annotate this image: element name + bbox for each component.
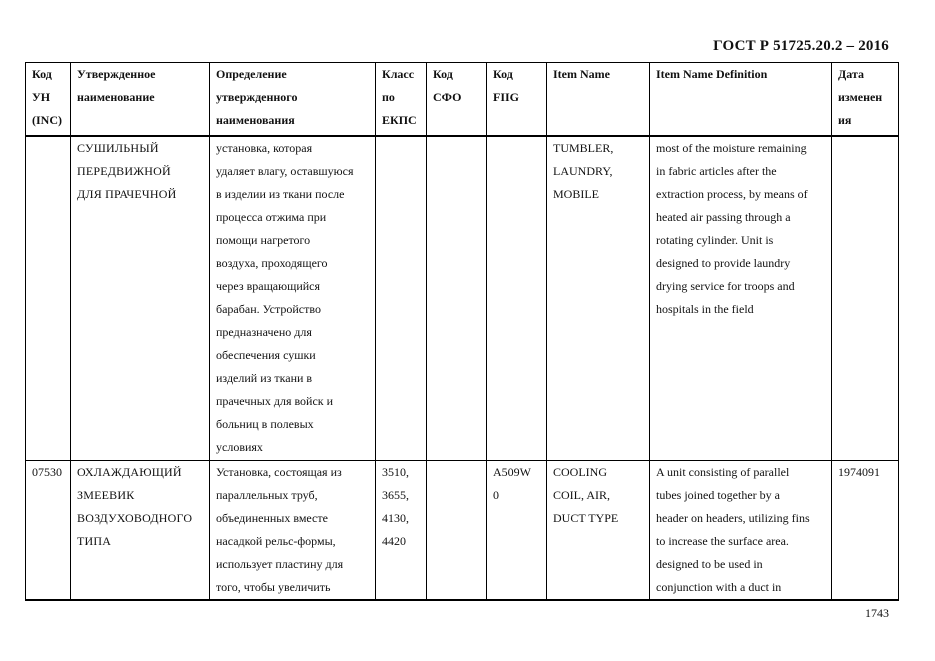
cell-sfo [427, 136, 487, 461]
cell-name: ОХЛАЖДАЮЩИЙ ЗМЕЕВИК ВОЗДУХОВОДНОГО ТИПА [71, 461, 210, 601]
cell-name: СУШИЛЬНЫЙ ПЕРЕДВИЖНОЙ ДЛЯ ПРАЧЕЧНОЙ [71, 136, 210, 461]
table-row [26, 461, 899, 601]
page-number: 1743 [865, 606, 889, 620]
specification-table [25, 62, 899, 601]
cell-sfo [427, 461, 487, 601]
cell-definition: установка, которая удаляет влагу, оставшуюся в изделии из ткани после процесса отжима при помощи нагретого воздуха, проходящего через вращающийся барабан. Устройство предназначено для обеспечения сушки изделий из ткани в прачечных для войск и больниц в полевых условиях [210, 136, 376, 461]
cell-date: 1974091 [832, 461, 899, 601]
cell-item-name: COOLING COIL, AIR, DUCT TYPE [547, 461, 650, 601]
cell-item-name: TUMBLER, LAUNDRY, MOBILE [547, 136, 650, 461]
cell-date [832, 136, 899, 461]
cell-item-definition: A unit consisting of parallel tubes joined together by a header on headers, utilizing fins to increase the surface area. designed to be used in conjunction with a duct in [650, 461, 832, 601]
col-header-item-name: Item Name [547, 63, 650, 137]
cell-code: 07530 [26, 461, 71, 601]
col-header-date: Дата изменен ия [832, 63, 899, 137]
col-header-ekps: Класс по ЕКПС [376, 63, 427, 137]
cell-ekps [376, 136, 427, 461]
cell-fiig [487, 136, 547, 461]
table-header-row [26, 63, 899, 137]
cell-definition: Установка, состоящая из параллельных труб, объединенных вместе насадкой рельс-формы, использует пластину для того, чтобы увеличить [210, 461, 376, 601]
col-header-definition: Определение утвержденного наименования [210, 63, 376, 137]
cell-code [26, 136, 71, 461]
table-row [26, 136, 899, 461]
document-header: ГОСТ Р 51725.20.2 – 2016 [713, 38, 889, 54]
cell-ekps: 3510, 3655, 4130, 4420 [376, 461, 427, 601]
col-header-item-definition: Item Name Definition [650, 63, 832, 137]
cell-item-definition: most of the moisture remaining in fabric articles after the extraction process, by means of heated air passing through a rotating cylinder. Unit is designed to provide laundry drying service for troops and hospitals in the field [650, 136, 832, 461]
col-header-name: Утвержденное наименование [71, 63, 210, 137]
cell-fiig: A509W 0 [487, 461, 547, 601]
col-header-sfo: Код СФО [427, 63, 487, 137]
col-header-fiig: Код FIIG [487, 63, 547, 137]
col-header-code: Код УН (INC) [26, 63, 71, 137]
